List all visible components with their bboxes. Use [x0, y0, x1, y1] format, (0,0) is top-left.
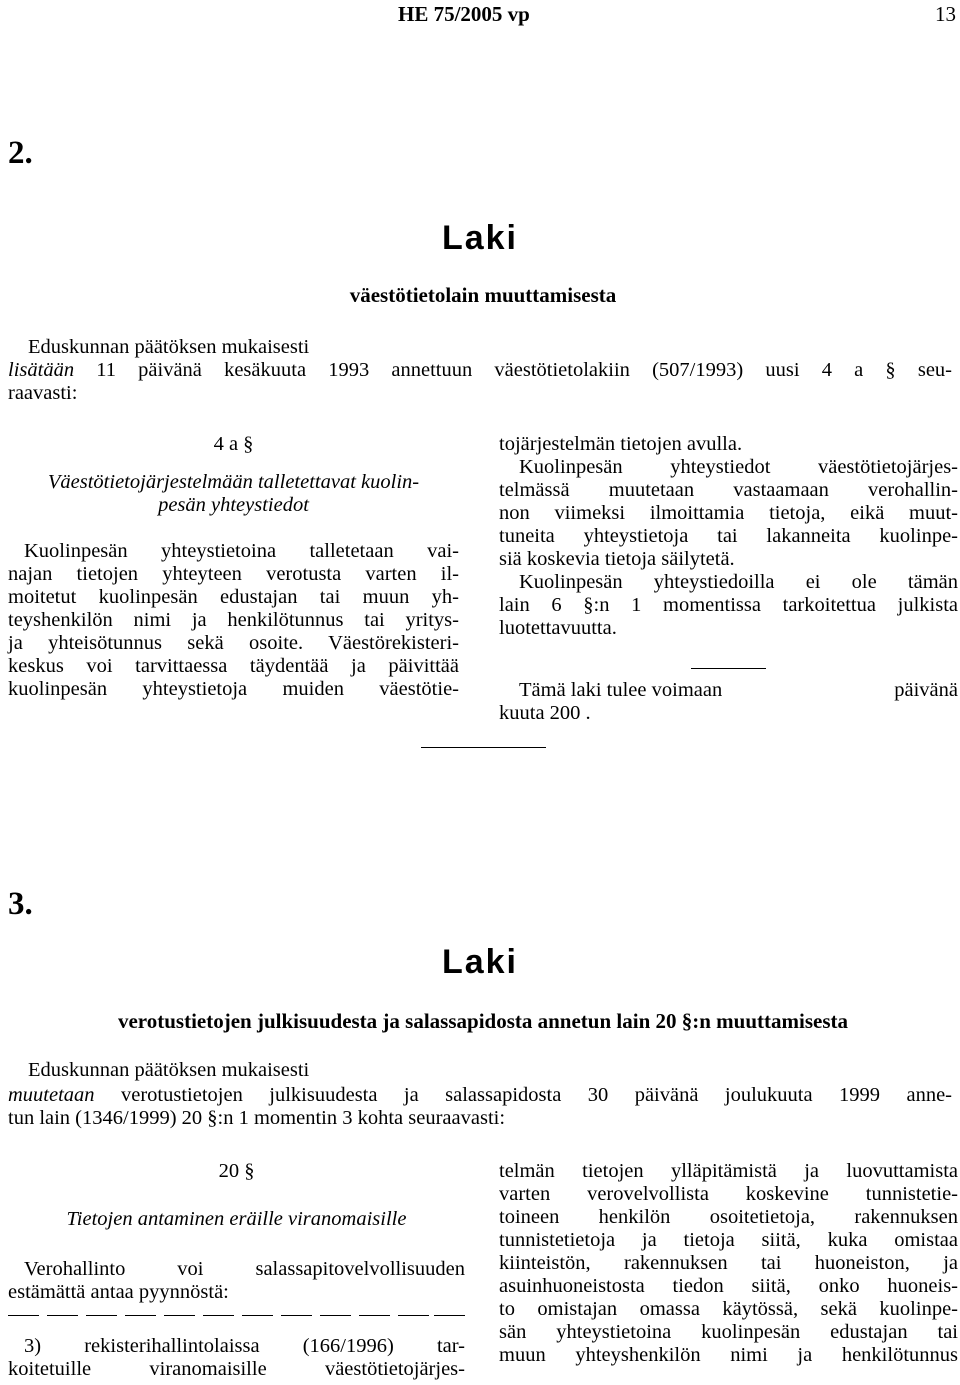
omission-dash — [359, 1315, 390, 1316]
text-line: Verohallinto voi salassapitovelvollisuuden — [24, 1258, 465, 1280]
paragraph-sign: 20 § — [218, 1160, 255, 1182]
paragraph-heading: Tietojen antaminen eräille viranomaisille — [66, 1208, 407, 1230]
text-line: ja yhteisötunnus sekä osoite. Väestörekisteri- — [8, 632, 459, 654]
omission-dash — [320, 1315, 351, 1316]
omission-dash — [8, 1315, 39, 1316]
text-line: tojärjestelmän tietojen avulla. — [499, 433, 743, 455]
intro-verb: muutetaan — [8, 1084, 95, 1106]
text-line: kuolinpesän yhteystietoja muiden väestötie- — [8, 678, 459, 700]
text-line: varten verovelvollista koskevine tunnistetie- — [499, 1183, 958, 1205]
text-line: keskus voi tarvittaessa täydentää ja päivittää — [8, 655, 459, 677]
law-subtitle: väestötietolain muuttamisesta — [349, 283, 617, 307]
section-divider — [691, 668, 766, 669]
omission-dash — [203, 1315, 234, 1316]
intro-rest: 11 päivänä kesäkuuta 1993 annettuun väestötietolakiin (507/1993) uusi 4 a § seu- — [74, 359, 952, 381]
entry-month-line: kuuta 200 . — [499, 702, 591, 724]
intro-line-2: raavasti: — [8, 382, 78, 404]
text-line: moitetut kuolinpesän edustajan tai muun yh- — [8, 586, 459, 608]
text-line: non viimeksi ilmoittamia tietoja, eikä muut- — [499, 502, 958, 524]
text-line: estämättä antaa pyynnöstä: — [8, 1281, 229, 1303]
law-title: Laki — [441, 943, 519, 981]
entry-day: päivänä — [894, 679, 958, 701]
intro-line-1 — [8, 1084, 952, 1107]
text-line: lain 6 §:n 1 momentissa tarkoitettua julkista — [499, 594, 958, 616]
law-title: Laki — [441, 219, 519, 257]
paragraph-heading-line-1: Väestötietojärjestelmään talletettavat kuolin- — [47, 471, 420, 493]
text-line: telmän tietojen ylläpitämistä ja luovuttamista — [499, 1160, 958, 1182]
right-column — [499, 1160, 958, 1367]
omission-dash — [398, 1315, 429, 1316]
text-line: asuinhuoneistosta tiedon siitä, onko huoneis- — [499, 1275, 958, 1297]
enactment-clause: Eduskunnan päätöksen mukaisesti — [28, 1059, 310, 1081]
text-line: Kuolinpesän yhteystiedot väestötietojärjes- — [519, 456, 958, 478]
paragraph-heading-line-2: pesän yhteystiedot — [158, 494, 309, 516]
omission-dash — [281, 1315, 312, 1316]
text-line: sän yhteystietoina kuolinpesän edustajan tai — [499, 1321, 958, 1343]
omission-dash — [164, 1315, 195, 1316]
omission-dash — [47, 1315, 78, 1316]
end-of-law-rule — [421, 747, 546, 748]
text-line: kiinteistön, rakennuksen tai huoneiston, ja — [499, 1252, 958, 1274]
intro-line-2: tun lain (1346/1999) 20 §:n 1 momentin 3 kohta seuraavasti: — [8, 1107, 506, 1129]
omission-dash — [125, 1315, 156, 1316]
entry-into-force-line — [499, 679, 958, 702]
intro-verb: lisätään — [8, 359, 75, 381]
text-line: toineen henkilön osoitetietoja, rakennuksen — [499, 1206, 958, 1228]
text-line: siä koskevia tietoja säilytetä. — [499, 548, 735, 570]
page-number: 13 — [935, 2, 956, 26]
intro-rest: verotustietojen julkisuudesta ja salassapidosta 30 päivänä joulukuuta 1999 anne- — [94, 1084, 952, 1106]
omission-dash — [86, 1315, 117, 1316]
text-line: najan tietojen yhteyteen verotusta varten il- — [8, 563, 459, 585]
text-line: muun yhteyshenkilön nimi ja henkilötunnus — [499, 1344, 958, 1366]
document-id: HE 75/2005 vp — [398, 2, 530, 26]
text-line: 3) rekisterihallintolaissa (166/1996) tar- — [24, 1335, 465, 1357]
left-column — [8, 1160, 465, 1304]
text-line: tuneita yhteystietoja tai lakanneita kuolinpe- — [499, 525, 958, 547]
law-subtitle: verotustietojen julkisuudesta ja salassapidosta annetun lain 20 §:n muuttamisesta — [117, 1009, 849, 1033]
enactment-clause: Eduskunnan päätöksen mukaisesti — [28, 336, 310, 358]
omission-dash — [434, 1315, 465, 1316]
right-column — [499, 433, 958, 725]
text-line: telmässä muutetaan vastaamaan verohallin- — [499, 479, 958, 501]
section-number: 2. — [8, 135, 33, 171]
text-line: tunnistetietoja ja tietoja siitä, kuka omistaa — [499, 1229, 958, 1251]
omission-dash — [242, 1315, 273, 1316]
text-line: Kuolinpesän yhteystietoina talletetaan vai- — [24, 540, 459, 562]
paragraph-sign: 4 a § — [213, 433, 254, 455]
text-line: koitetuille viranomaisille väestötietojärjes- — [8, 1358, 465, 1380]
text-line: teyshenkilön nimi ja henkilötunnus tai yritys- — [8, 609, 459, 631]
text-line: Kuolinpesän yhteystiedoilla ei ole tämän — [519, 571, 958, 593]
section-number: 3. — [8, 886, 33, 922]
left-column-continued — [8, 1335, 465, 1381]
intro-line-1 — [8, 359, 952, 382]
left-column — [8, 433, 459, 701]
text-line: to omistajan omassa käytössä, sekä kuolinpe- — [499, 1298, 958, 1320]
text-line: luotettavuutta. — [499, 617, 617, 639]
entry-text: Tämä laki tulee voimaan — [519, 679, 723, 701]
